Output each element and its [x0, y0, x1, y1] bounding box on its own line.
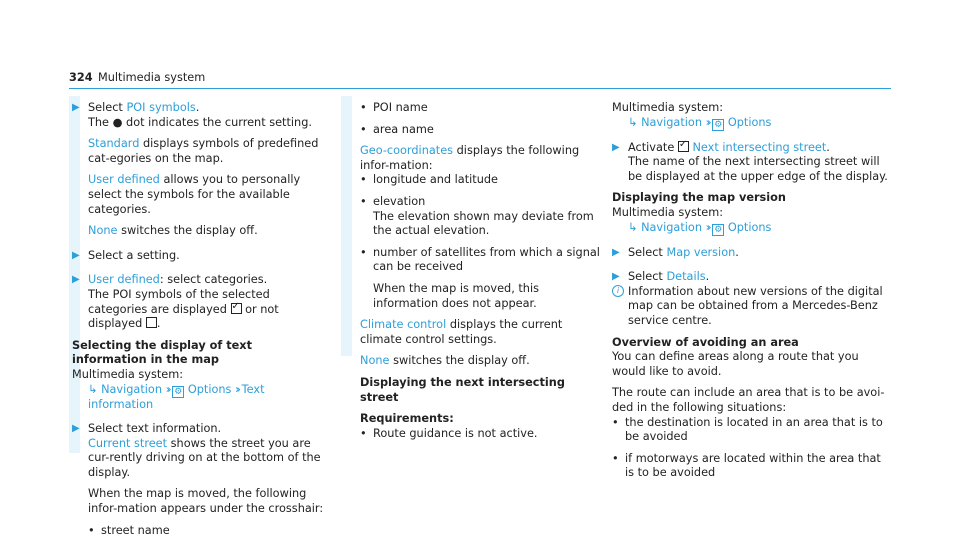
- paragraph: The route can include an area that is to be avoi-ded in the following situations:: [612, 386, 885, 414]
- intersecting-street-note: The name of the next intersecting street will be displayed at the upper edge of the display.: [628, 155, 888, 183]
- menu-path: [612, 221, 892, 236]
- current-setting-note: The ● dot indicates the current setting.: [88, 115, 312, 129]
- checkbox-empty-icon: [146, 317, 157, 328]
- info-icon: i: [612, 285, 624, 297]
- page-number: 324: [69, 71, 93, 84]
- geo-coordinates-option[interactable]: Geo-coordinates: [360, 144, 454, 158]
- double-chevron-icon: ››: [705, 115, 709, 129]
- multimedia-system-label: Multimedia system:: [72, 367, 184, 381]
- menu-path: [72, 383, 324, 413]
- double-chevron-icon: ››: [165, 382, 169, 396]
- checkbox-checked-icon: [231, 303, 242, 314]
- poi-symbols-link[interactable]: POI symbols: [126, 101, 196, 114]
- elevation-note: The elevation shown may deviate from the actual elevation.: [373, 209, 594, 238]
- user-defined-option[interactable]: User defined: [88, 173, 160, 187]
- satellites-note: When the map is moved, this information does not appear.: [373, 281, 539, 310]
- none-option[interactable]: None: [88, 224, 118, 238]
- play-arrow-icon: ▶: [612, 246, 620, 258]
- heading-next-intersecting-street: Displaying the next intersecting street: [360, 375, 565, 404]
- checkbox-checked-icon: [678, 141, 689, 152]
- step-details: ▶ Select Details.: [612, 270, 710, 284]
- play-arrow-icon: ▶: [72, 249, 80, 261]
- info-note: i Information about new versions of the digital map can be obtained from a Mercedes-Benz service centre.: [612, 285, 892, 329]
- list-item: • elevation: [360, 194, 426, 208]
- step-map-version: ▶ Select Map version.: [612, 245, 739, 259]
- heading-map-version: Displaying the map version: [612, 191, 786, 205]
- text-information-link[interactable]: Text information: [88, 382, 265, 411]
- details-option[interactable]: Details: [666, 270, 706, 284]
- column-2: • POI name • area name Geo-coordinates displays the following infor-mation: • longitude and latitude • elevation The elevation shown may deviate from the actual elevation. • number of satellites from which a signal can be received When the map is moved, this information does not appear. Climate control displays the current climate control settings. None switches the display off. Displaying the next intersecting street Requirements: • Route guidance is not active.: [360, 101, 600, 440]
- header-rule: [69, 88, 891, 89]
- return-arrow-icon: ↳: [628, 220, 638, 234]
- step-user-defined: ▶ User defined: select categories. The POI symbols of the selected categories are displayed ✓ or not displayed .: [72, 273, 324, 331]
- multimedia-system-label: Multimedia system:: [612, 205, 724, 219]
- list-item: • POI name: [360, 101, 428, 114]
- heading-text-information: Selecting the display of text information in the map: [72, 338, 252, 367]
- column-1: [72, 101, 324, 538]
- options-link[interactable]: Options: [727, 115, 772, 129]
- return-arrow-icon: ↳: [628, 115, 638, 129]
- multimedia-system-label: Multimedia system:: [612, 101, 724, 114]
- double-chevron-icon: ››: [705, 220, 709, 234]
- play-arrow-icon: ▶: [612, 271, 620, 283]
- column-3: [612, 101, 892, 481]
- return-arrow-icon: ↳: [88, 382, 98, 396]
- step-text-information: ▶ Select text information. Current street shows the street you are cur-rently driving on at the bottom of the display. When the map is moved, the following infor-mation appears under the crosshair: • street name: [72, 422, 324, 537]
- list-item: • street name: [88, 523, 170, 537]
- section-title: Multimedia system: [98, 71, 206, 84]
- none-option[interactable]: None: [360, 354, 390, 368]
- navigation-link[interactable]: Navigation: [101, 382, 162, 396]
- list-item: • number of satellites from which a signal can be received: [360, 245, 600, 274]
- menu-path: [612, 116, 892, 131]
- play-arrow-icon: ▶: [72, 102, 80, 113]
- map-version-option[interactable]: Map version: [666, 245, 736, 259]
- list-item: • area name: [360, 122, 434, 136]
- options-link[interactable]: Options: [187, 382, 232, 396]
- sidebar-bar-2: [341, 96, 352, 356]
- list-item: • if motorways are located within the area that is to be avoided: [612, 451, 881, 480]
- list-item: • the destination is located in an area that is to be avoided: [612, 415, 883, 444]
- gear-icon: ⚙: [714, 119, 723, 130]
- next-intersecting-street-option[interactable]: Next intersecting street: [692, 140, 827, 154]
- play-arrow-icon: ▶: [72, 423, 80, 435]
- current-street-option[interactable]: Current street: [88, 436, 168, 450]
- gear-icon: ⚙: [174, 386, 183, 397]
- heading-avoiding-area: Overview of avoiding an area: [612, 335, 799, 349]
- step-poi-symbols: ▶ Select POI symbols. The ● dot indicates the current setting. Standard displays symbols of predefined cat-egories on the map. User defined allows you to personally select the symbols for the available categories. None switches the display off.: [72, 101, 324, 239]
- standard-option[interactable]: Standard: [88, 137, 140, 151]
- play-arrow-icon: ▶: [72, 274, 80, 286]
- gear-icon: ⚙: [714, 224, 723, 235]
- crosshair-note: When the map is moved, the following infor-mation appears under the crosshair:: [88, 487, 324, 516]
- navigation-link[interactable]: Navigation: [641, 115, 702, 129]
- user-defined-link[interactable]: User defined: [88, 273, 160, 287]
- list-item: • longitude and latitude: [360, 173, 499, 187]
- options-link[interactable]: Options: [727, 220, 772, 234]
- double-chevron-icon: ››: [235, 382, 239, 396]
- climate-control-option[interactable]: Climate control: [360, 318, 447, 332]
- step-select-setting: ▶ Select a setting.: [72, 248, 180, 262]
- requirements-label: Requirements:: [360, 412, 454, 426]
- step-next-intersecting-street: ▶ Activate ✓ Next intersecting street. The name of the next intersecting street will be displayed at the upper edge of the display.: [612, 141, 892, 185]
- list-item: • Route guidance is not active.: [360, 426, 538, 440]
- navigation-link[interactable]: Navigation: [641, 220, 702, 234]
- paragraph: You can define areas along a route that you would like to avoid.: [612, 350, 859, 378]
- play-arrow-icon: ▶: [612, 141, 620, 153]
